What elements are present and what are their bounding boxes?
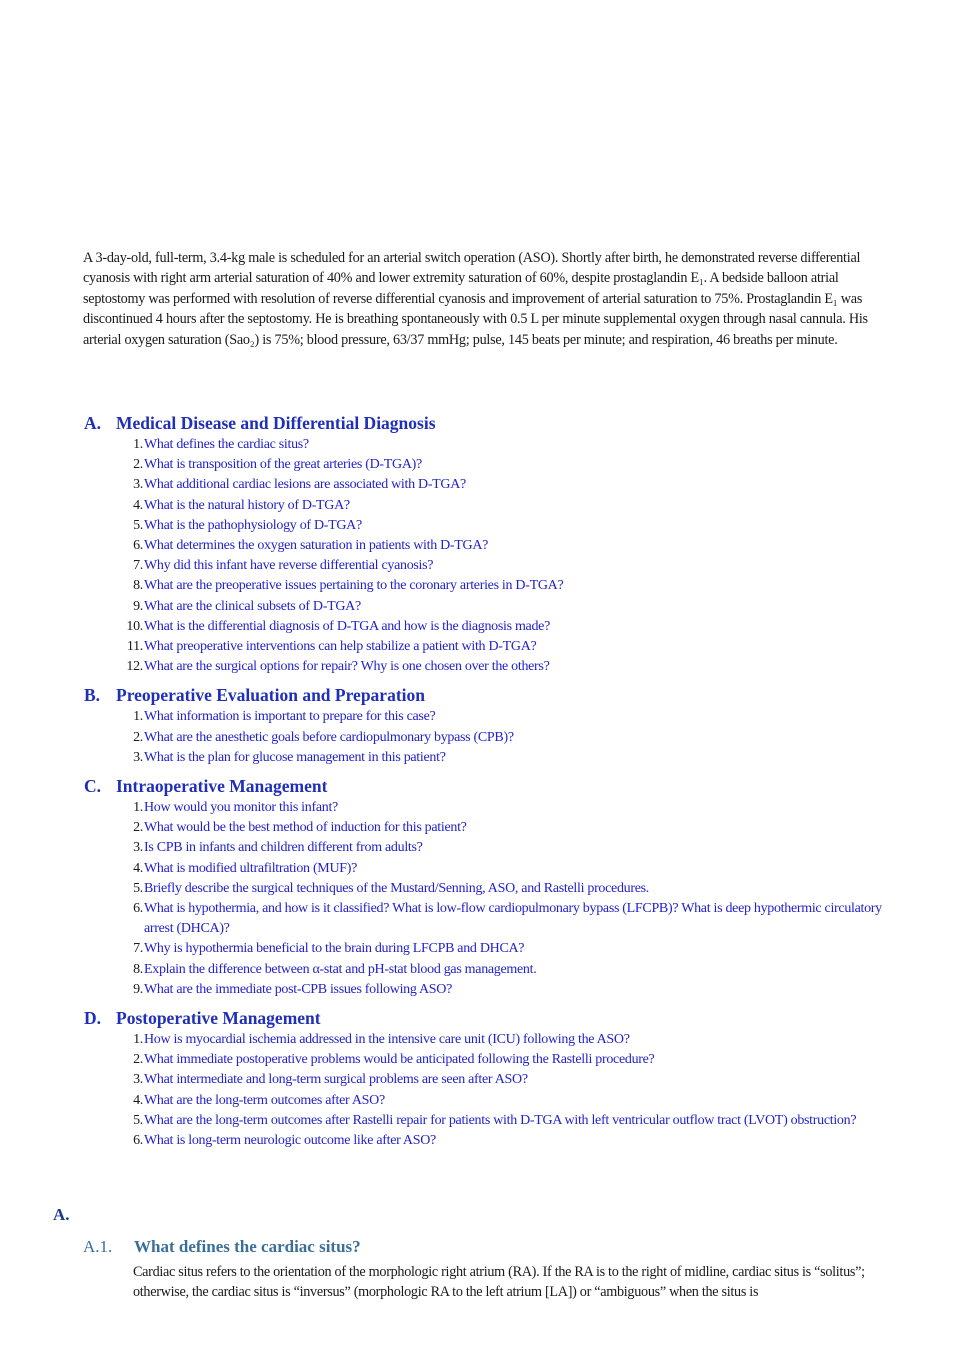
question-item[interactable] (84, 859, 894, 879)
question-link[interactable]: What are the preoperative issues pertaining to the coronary arteries in D-TGA? (144, 578, 564, 594)
question-item[interactable] (84, 960, 894, 980)
question-item[interactable] (84, 637, 894, 657)
question-number: 8. (133, 961, 143, 977)
question-item[interactable] (84, 879, 894, 899)
question-link[interactable]: What is modified ultrafiltration (MUF)? (144, 860, 358, 876)
question-number: 1. (133, 1032, 143, 1048)
question-outline (84, 411, 894, 1157)
question-item[interactable] (84, 556, 894, 576)
question-item[interactable] (84, 1131, 894, 1151)
question-item[interactable] (84, 657, 894, 677)
question-number: 1. (133, 437, 143, 452)
question-number: 10. (126, 618, 143, 634)
question-link[interactable]: What is the differential diagnosis of D-TGA and how is the diagnosis made? (144, 618, 551, 634)
question-link[interactable]: What additional cardiac lesions are associated with D-TGA? (144, 477, 466, 493)
question-number: 4. (133, 860, 143, 876)
question-link[interactable]: What is the natural history of D-TGA? (144, 497, 350, 513)
question-link[interactable]: What is long-term neurologic outcome like after ASO? (144, 1133, 436, 1149)
question-item[interactable] (84, 475, 894, 495)
answer-paragraph: Cardiac situs refers to the orientation of the morphologic right atrium (RA). If the RA is to the right of midline, cardiac situs is “solitus”; otherwise, the cardiac situs is “inversus” (morphologic RA to the left atrium [LA]) or “ambiguous” when the situs is (133, 1264, 865, 1301)
section-title: Postoperative Management (116, 1008, 321, 1029)
question-number: 9. (133, 598, 143, 614)
question-link[interactable]: What preoperative interventions can help stabilize a patient with D-TGA? (144, 639, 537, 655)
question-link[interactable]: Why did this infant have reverse differential cyanosis? (144, 558, 434, 574)
question-link[interactable]: What would be the best method of induction for this patient? (144, 820, 467, 836)
question-number: 11. (126, 639, 143, 655)
question-item[interactable] (84, 536, 894, 556)
question-number: 3. (133, 840, 143, 856)
question-link[interactable]: Why is hypothermia beneficial to the brain during LFCPB and DHCA? (144, 941, 525, 957)
question-link[interactable]: What are the long-term outcomes after Rastelli repair for patients with D-TGA with left ventricular outflow tract (LVOT) obstruction? (144, 1112, 857, 1128)
question-number: 6. (133, 538, 143, 554)
section-heading (84, 411, 894, 435)
question-item[interactable] (84, 748, 894, 768)
question-number: 2. (133, 820, 143, 836)
question-number: 5. (133, 517, 143, 533)
question-number: 2. (133, 1052, 143, 1068)
question-item[interactable] (84, 496, 894, 516)
question-item[interactable] (84, 1070, 894, 1090)
section-letter: B. (84, 685, 101, 706)
question-item[interactable] (84, 597, 894, 617)
question-item[interactable] (84, 1091, 894, 1111)
question-link[interactable]: What are the immediate post-CPB issues following ASO? (144, 981, 453, 997)
answer-subheading-title: What defines the cardiac situs? (134, 1237, 361, 1256)
question-number: 5. (133, 880, 143, 896)
question-number: 1. (133, 709, 143, 725)
question-item[interactable] (84, 798, 894, 818)
question-number: 4. (133, 497, 143, 513)
question-link[interactable]: Briefly describe the surgical techniques of the Mustard/Senning, ASO, and Rastelli procedures. (144, 880, 649, 896)
answers-section-heading: A. (53, 1205, 70, 1224)
question-number: 7. (133, 558, 143, 574)
question-list (84, 707, 894, 768)
question-link[interactable]: What immediate postoperative problems would be anticipated following the Rastelli procedure? (144, 1052, 655, 1068)
question-item[interactable] (84, 899, 894, 939)
section-heading (84, 1006, 894, 1030)
section-title: Preoperative Evaluation and Preparation (116, 685, 425, 706)
question-link[interactable]: Explain the difference between α-stat and pH-stat blood gas management. (144, 961, 537, 977)
question-number: 8. (133, 578, 143, 594)
question-item[interactable] (84, 707, 894, 727)
question-link[interactable]: How would you monitor this infant? (144, 800, 338, 816)
section-letter: A. (84, 413, 102, 433)
question-number: 3. (133, 477, 143, 493)
question-item[interactable] (84, 1111, 894, 1131)
question-link[interactable]: How is myocardial ischemia addressed in the intensive care unit (ICU) following the ASO? (144, 1032, 630, 1048)
question-item[interactable] (84, 516, 894, 536)
question-number: 4. (133, 1092, 143, 1108)
question-list (84, 1030, 894, 1151)
question-link[interactable]: What is the plan for glucose management in this patient? (144, 749, 446, 765)
question-item[interactable] (84, 455, 894, 475)
question-number: 1. (133, 800, 143, 816)
question-number: 6. (133, 901, 143, 917)
question-link[interactable]: What are the clinical subsets of D-TGA? (144, 598, 361, 614)
question-item[interactable] (84, 939, 894, 959)
section-letter: D. (84, 1008, 102, 1029)
question-number: 12. (126, 659, 143, 675)
question-item[interactable] (84, 838, 894, 858)
question-link[interactable]: What information is important to prepare for this case? (144, 709, 436, 725)
question-item[interactable] (84, 728, 894, 748)
section-title: Medical Disease and Differential Diagnosis (116, 413, 436, 433)
question-list (84, 798, 894, 1000)
question-number: 3. (133, 1072, 143, 1088)
question-item[interactable] (84, 617, 894, 637)
question-link[interactable]: What are the anesthetic goals before cardiopulmonary bypass (CPB)? (144, 729, 514, 745)
section-heading (84, 774, 894, 798)
question-link[interactable]: What determines the oxygen saturation in patients with D-TGA? (144, 538, 489, 554)
question-number: 9. (133, 981, 143, 997)
question-number: 7. (133, 941, 143, 957)
question-link[interactable]: What is transposition of the great arteries (D-TGA)? (144, 457, 422, 473)
question-link[interactable]: What is the pathophysiology of D-TGA? (144, 517, 362, 533)
question-number: 3. (133, 749, 143, 765)
answer-subheading-number: A.1. (83, 1237, 113, 1256)
case-description: A 3-day-old, full-term, 3.4-kg male is scheduled for an arterial switch operation (ASO). Shortly after birth, he demonstrated reverse differential cyanosis with right arm arterial saturation of 40% and lower extremity saturation of 60%, despite prostaglandin E₁. A bedside balloon atrial septostomy was performed with resolution of reverse differential cyanosis and improvement of arterial saturation to 75%. Prostaglandin E₁ was discontinued 4 hours after the septostomy. He is breathing spontaneously with 0.5 L per minute supplemental oxygen through nasal cannula. His arterial oxygen saturation (Sao₂) is 75%; blood pressure, 63/37 mmHg; pulse, 145 beats per minute; and respiration, 46 breaths per minute. (83, 250, 868, 348)
question-number: 2. (133, 729, 143, 745)
question-item[interactable] (84, 1030, 894, 1050)
question-link[interactable]: What defines the cardiac situs? (144, 437, 309, 452)
section-title: Intraoperative Management (116, 776, 328, 797)
question-number: 5. (133, 1112, 143, 1128)
question-item[interactable] (84, 435, 894, 455)
question-link[interactable]: What are the long-term outcomes after ASO? (144, 1092, 385, 1108)
question-number: 2. (133, 457, 143, 473)
question-link[interactable]: What are the surgical options for repair? Why is one chosen over the others? (144, 659, 550, 675)
section-heading (84, 683, 894, 707)
question-item[interactable] (84, 1050, 894, 1070)
question-link[interactable]: Is CPB in infants and children different from adults? (144, 840, 423, 856)
answer-subheading (83, 1237, 361, 1257)
question-item[interactable] (84, 980, 894, 1000)
question-number: 6. (133, 1133, 143, 1149)
question-item[interactable] (84, 818, 894, 838)
question-list (84, 435, 894, 677)
question-item[interactable] (84, 576, 894, 596)
section-letter: C. (84, 776, 102, 797)
question-link[interactable]: What is hypothermia, and how is it classified? What is low-flow cardiopulmonary bypass (LFCPB)? What is deep hypothermic circulatory arrest (DHCA)? (144, 901, 882, 937)
question-link[interactable]: What intermediate and long-term surgical problems are seen after ASO? (144, 1072, 528, 1088)
